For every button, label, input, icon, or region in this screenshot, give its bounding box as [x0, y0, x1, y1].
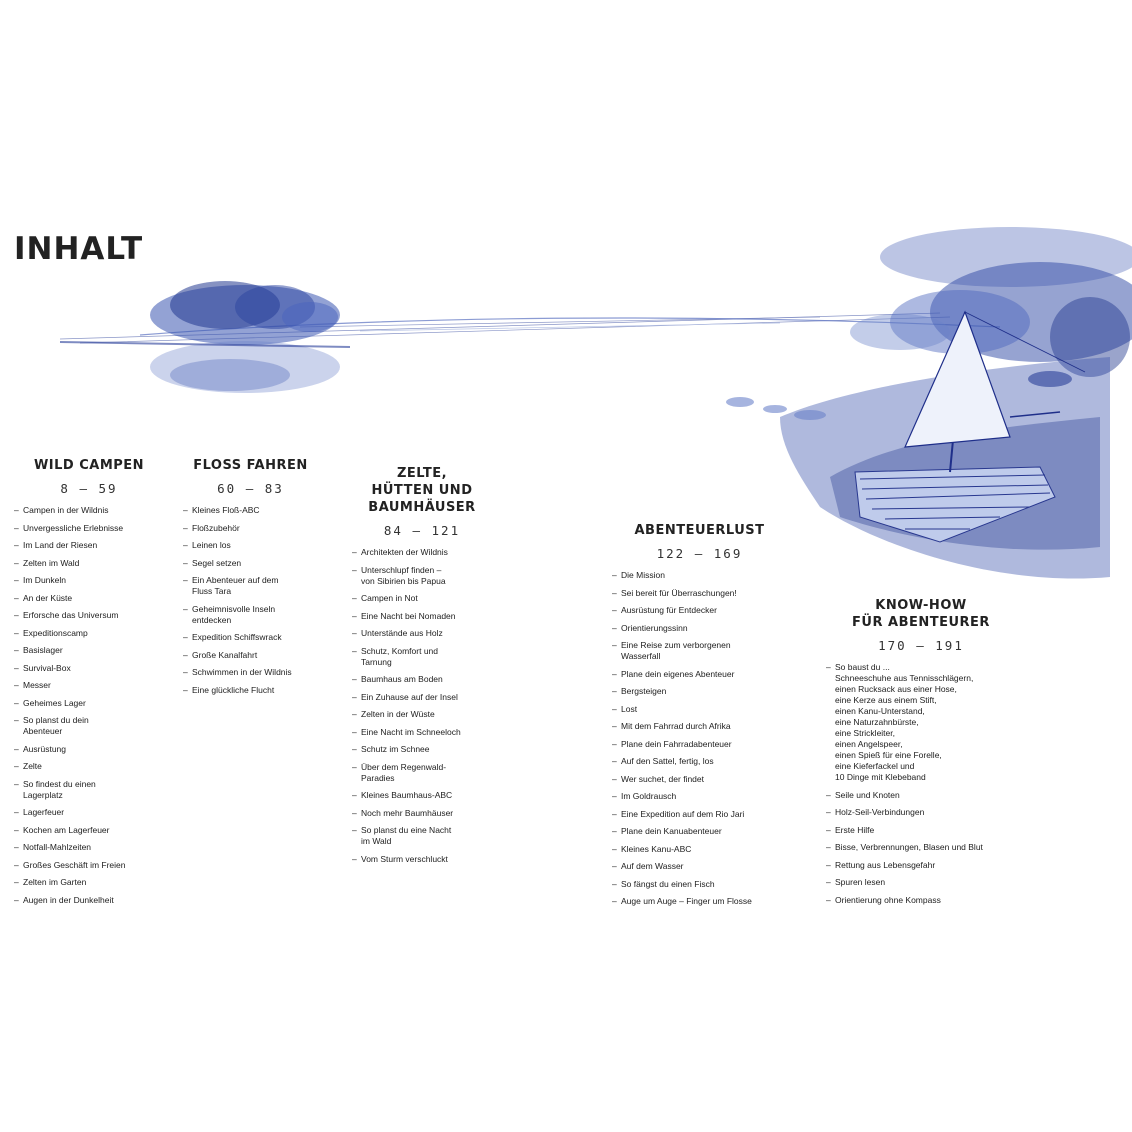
section-items	[612, 570, 787, 907]
toc-entry: – So findest du einen Lagerplatz	[14, 779, 164, 801]
toc-entry: – Rettung aus Lebensgefahr	[826, 860, 1016, 871]
toc-entry: – So planst du eine Nacht im Wald	[352, 825, 492, 847]
toc-entry: – Auf dem Wasser	[612, 861, 787, 872]
section-heading: KNOW-HOW FÜR ABENTEURER	[852, 598, 990, 630]
book-spread	[0, 217, 1132, 922]
toc-entry: – Auge um Auge – Finger um Flosse	[612, 896, 787, 907]
toc-entry: – An der Küste	[14, 593, 164, 604]
toc-entry: – Ausrüstung	[14, 744, 164, 755]
toc-entry: – Eine Nacht im Schneeloch	[352, 727, 492, 738]
toc-entry: – Im Goldrausch	[612, 791, 787, 802]
toc-entry: – Baumhaus am Boden	[352, 674, 492, 685]
toc-entry: – Auf den Sattel, fertig, los	[612, 756, 787, 767]
toc-entry: – Unterstände aus Holz	[352, 628, 492, 639]
toc-entry: – Schwimmen in der Wildnis	[183, 667, 318, 678]
toc-entry: – Geheimes Lager	[14, 698, 164, 709]
toc-entry: – Erforsche das Universum	[14, 610, 164, 621]
toc-entry: – Kleines Baumhaus-ABC	[352, 790, 492, 801]
toc-entry: – Mit dem Fahrrad durch Afrika	[612, 721, 787, 732]
toc-entry: – Segel setzen	[183, 558, 318, 569]
toc-entry: – Leinen los	[183, 540, 318, 551]
section-items	[183, 505, 318, 696]
toc-entry: – Sei bereit für Überraschungen!	[612, 588, 787, 599]
section-pages: 60 — 83	[217, 481, 284, 496]
toc-entry: – Ausrüstung für Entdecker	[612, 605, 787, 616]
section-pages: 170 — 191	[878, 638, 964, 653]
section-floss-fahren	[183, 457, 318, 702]
toc-entry: – Lost	[612, 704, 787, 715]
toc-entry: – Plane dein Kanuabenteuer	[612, 826, 787, 837]
section-heading: WILD CAMPEN	[33, 458, 145, 473]
toc-entry: – Eine Nacht bei Nomaden	[352, 611, 492, 622]
toc-entry: – Eine glückliche Flucht	[183, 685, 318, 696]
toc-entry: – Expedition Schiffswrack	[183, 632, 318, 643]
toc-entry: – Große Kanalfahrt	[183, 650, 318, 661]
toc-entry: – Spuren lesen	[826, 877, 1016, 888]
toc-entry: – Seile und Knoten	[826, 790, 1016, 801]
toc-entry: – Unterschlupf finden – von Sibirien bis Papua	[352, 565, 492, 587]
toc-entry: – Kochen am Lagerfeuer	[14, 825, 164, 836]
toc-entry: – Im Land der Riesen	[14, 540, 164, 551]
lake-raft-illustration	[0, 217, 1132, 597]
toc-entry: – Plane dein eigenes Abenteuer	[612, 669, 787, 680]
toc-entry: – Plane dein Fahrradabenteuer	[612, 739, 787, 750]
toc-entry: – Holz-Seil-Verbindungen	[826, 807, 1016, 818]
toc-entry: – Bisse, Verbrennungen, Blasen und Blut	[826, 842, 1016, 853]
toc-entry: – Floßzubehör	[183, 523, 318, 534]
section-heading: ZELTE, HÜTTEN UND BAUMHÄUSER	[368, 466, 476, 515]
toc-entry: – Zelten in der Wüste	[352, 709, 492, 720]
section-pages: 8 — 59	[60, 481, 118, 496]
toc-entry: – Augen in der Dunkelheit	[14, 895, 164, 906]
section-pages: 122 — 169	[656, 546, 743, 561]
toc-entry: – Schutz, Komfort und Tarnung	[352, 646, 492, 668]
toc-entry: – Schutz im Schnee	[352, 744, 492, 755]
section-heading: FLOSS FAHREN	[193, 458, 308, 473]
section-items	[14, 505, 164, 906]
toc-entry: – Zelten im Wald	[14, 558, 164, 569]
section-wild-campen	[14, 457, 164, 912]
toc-entry: – Wer suchet, der findet	[612, 774, 787, 785]
section-heading: ABENTEUERLUST	[634, 523, 765, 538]
toc-entry: – Bergsteigen	[612, 686, 787, 697]
page-title: INHALT	[14, 231, 144, 267]
toc-entry: – Eine Reise zum verborgenen Wasserfall	[612, 640, 787, 662]
toc-entry: – Erste Hilfe	[826, 825, 1016, 836]
toc-entry: – Über dem Regenwald- Paradies	[352, 762, 492, 784]
toc-entry: – Campen in der Wildnis	[14, 505, 164, 516]
toc-entry: – Noch mehr Baumhäuser	[352, 808, 492, 819]
toc-entry: – Ein Abenteuer auf dem Fluss Tara	[183, 575, 318, 597]
island-sketch	[60, 281, 350, 393]
toc-entry: – Im Dunkeln	[14, 575, 164, 586]
section-items	[826, 662, 1016, 906]
toc-entry: – Vom Sturm verschluckt	[352, 854, 492, 865]
toc-entry: – So baust du ... Schneeschuhe aus Tennisschlägern, einen Rucksack aus einer Hose, eine Kerze aus einem Stift, einen Kanu-Unterstand, eine Naturzahnbürste, eine Strickleiter, einen Angelspeer, einen Spieß für eine Forelle, eine Kieferfackel und 10 Dinge mit Klebeband	[826, 662, 1016, 783]
toc-entry: – Zelte	[14, 761, 164, 772]
section-pages: 84 — 121	[383, 523, 461, 538]
toc-entry: – Großes Geschäft im Freien	[14, 860, 164, 871]
toc-entry: – Notfall-Mahlzeiten	[14, 842, 164, 853]
toc-entry: – Kleines Kanu-ABC	[612, 844, 787, 855]
toc-entry: – Survival-Box	[14, 663, 164, 674]
section-know-how	[826, 597, 1016, 912]
section-abenteuerlust	[612, 522, 787, 914]
toc-entry: – So planst du dein Abenteuer	[14, 715, 164, 737]
toc-entry: – Orientierung ohne Kompass	[826, 895, 1016, 906]
toc-entry: – Kleines Floß-ABC	[183, 505, 318, 516]
toc-entry: – Unvergessliche Erlebnisse	[14, 523, 164, 534]
toc-entry: – Die Mission	[612, 570, 787, 581]
toc-entry: – Orientierungssinn	[612, 623, 787, 634]
toc-entry: – Ein Zuhause auf der Insel	[352, 692, 492, 703]
toc-entry: – Basislager	[14, 645, 164, 656]
toc-entry: – Lagerfeuer	[14, 807, 164, 818]
section-items	[352, 547, 492, 865]
section-zelte-huetten-baumhaeuser	[352, 465, 492, 871]
toc-entry: – Eine Expedition auf dem Rio Jari	[612, 809, 787, 820]
toc-entry: – Architekten der Wildnis	[352, 547, 492, 558]
toc-entry: – Campen in Not	[352, 593, 492, 604]
toc-entry: – Geheimnisvolle Inseln entdecken	[183, 604, 318, 626]
toc-entry: – Expeditionscamp	[14, 628, 164, 639]
toc-entry: – So fängst du einen Fisch	[612, 879, 787, 890]
toc-entry: – Messer	[14, 680, 164, 691]
shore-trees-sketch	[850, 227, 1132, 377]
toc-entry: – Zelten im Garten	[14, 877, 164, 888]
